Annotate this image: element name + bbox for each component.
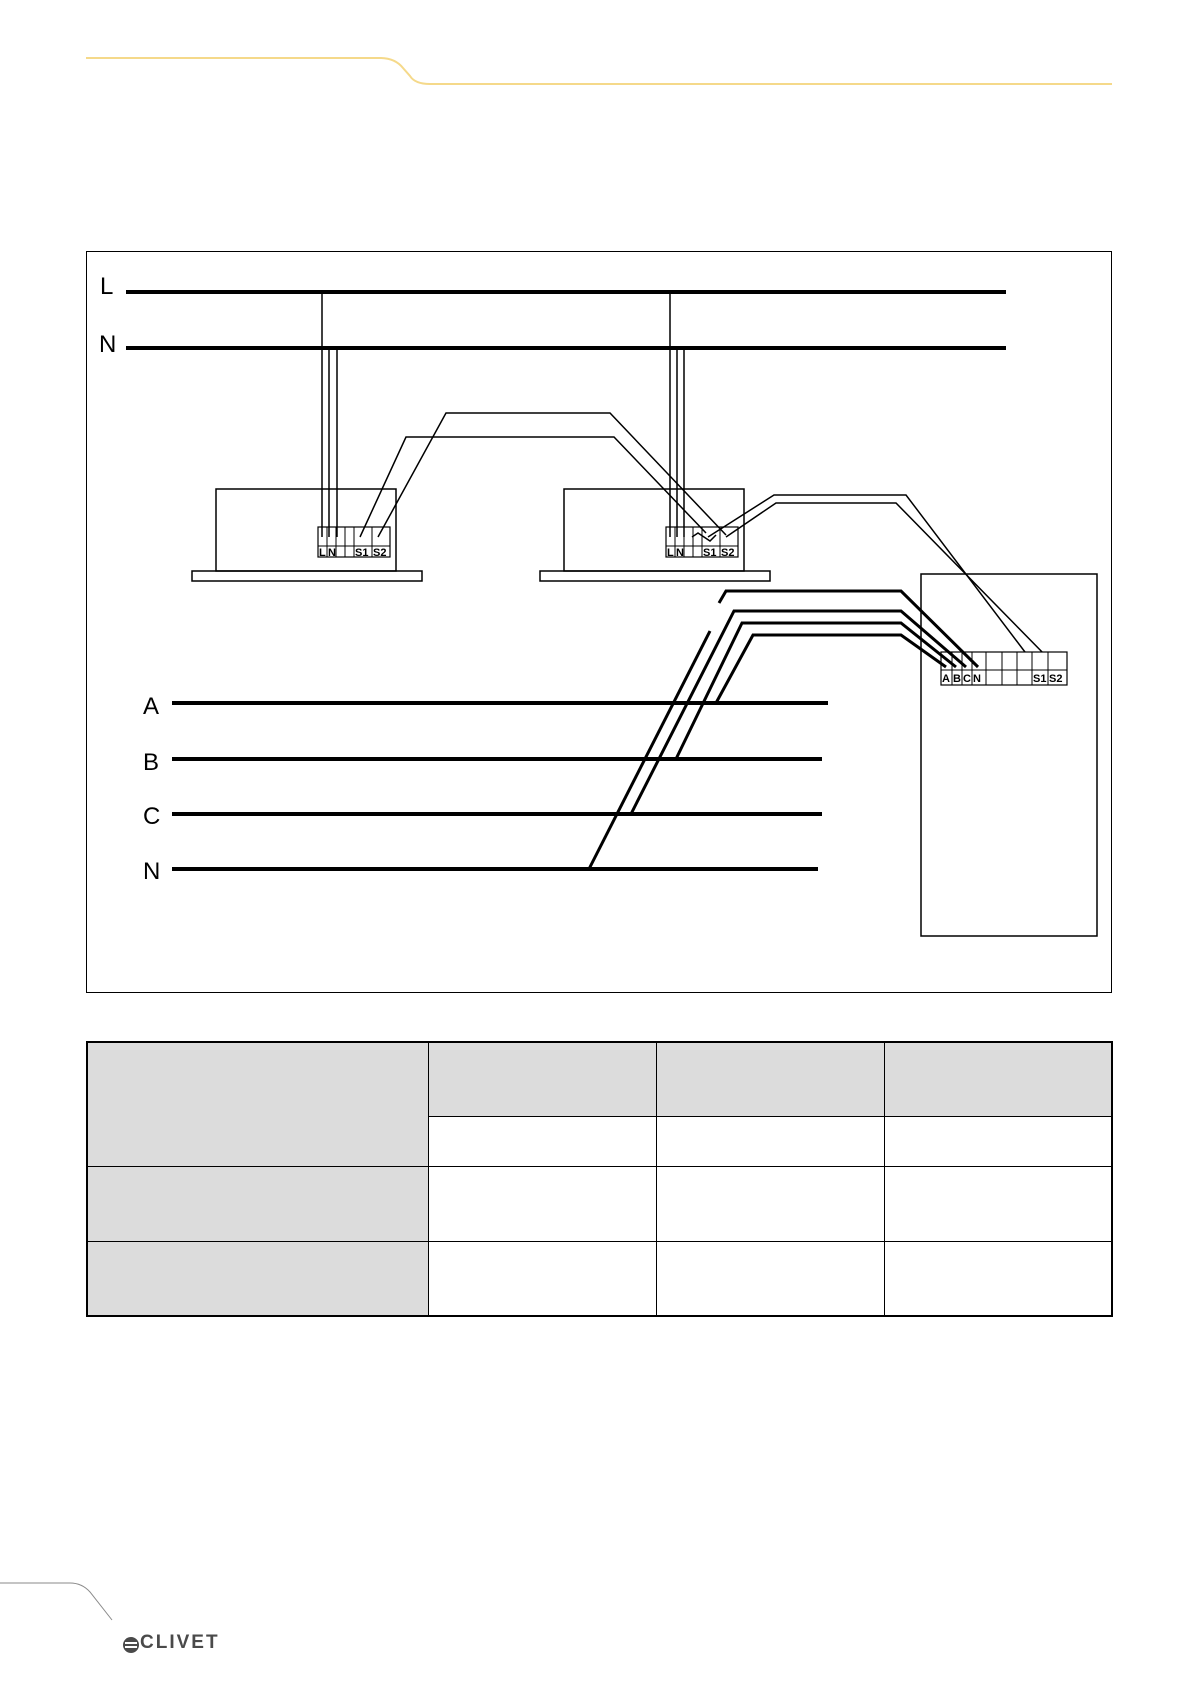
table-cell (656, 1241, 884, 1316)
table-row (87, 1167, 1112, 1242)
unit2-terminal-s1: S1 (703, 547, 717, 559)
bus-label-a: A (143, 693, 160, 720)
table-cell (87, 1042, 428, 1167)
clivet-logo-icon (122, 1636, 140, 1654)
unit1-terminal-n: N (328, 547, 336, 559)
table-cell (656, 1167, 884, 1242)
bus-label-n3: N (143, 858, 161, 885)
bus-label-n: N (99, 331, 117, 358)
unit1-terminal-s1: S1 (355, 547, 369, 559)
table-cell (884, 1117, 1112, 1167)
outdoor-terminal-b: B (953, 673, 961, 685)
outdoor-terminal-n: N (973, 673, 981, 685)
unit2-terminal-l: L (667, 547, 674, 559)
table-cell (428, 1042, 656, 1117)
table-cell (428, 1117, 656, 1167)
bus-label-c: C (143, 803, 161, 830)
table-row (87, 1241, 1112, 1316)
table-cell (656, 1042, 884, 1117)
phase-feeders (589, 591, 978, 869)
outdoor-terminal-c: C (963, 673, 971, 685)
table-cell (87, 1167, 428, 1242)
table-cell (656, 1117, 884, 1167)
outdoor-terminal-s1: S1 (1033, 673, 1047, 685)
outdoor-terminal-s2: S2 (1049, 673, 1063, 685)
outdoor-unit (921, 574, 1097, 936)
table-cell (428, 1241, 656, 1316)
table-cell (87, 1241, 428, 1316)
table-cell (884, 1241, 1112, 1316)
table-cell (428, 1167, 656, 1242)
unit2-terminal-n: N (676, 547, 684, 559)
outdoor-terminal-a: A (942, 673, 950, 685)
header-accent-line (0, 0, 1191, 100)
unit1-terminal-l: L (319, 547, 326, 559)
bus-label-l: L (100, 273, 114, 300)
bus-label-b: B (143, 749, 160, 776)
indoor-unit-1 (192, 489, 422, 581)
indoor-unit-2 (540, 489, 770, 581)
brand-name: CLIVET (140, 1632, 220, 1653)
wiring-diagram (86, 251, 1112, 993)
spec-table (86, 1041, 1113, 1317)
unit1-terminal-s2: S2 (373, 547, 387, 559)
table-cell (884, 1167, 1112, 1242)
table-cell (884, 1042, 1112, 1117)
table-row (87, 1042, 1112, 1117)
unit2-terminal-s2: S2 (721, 547, 735, 559)
